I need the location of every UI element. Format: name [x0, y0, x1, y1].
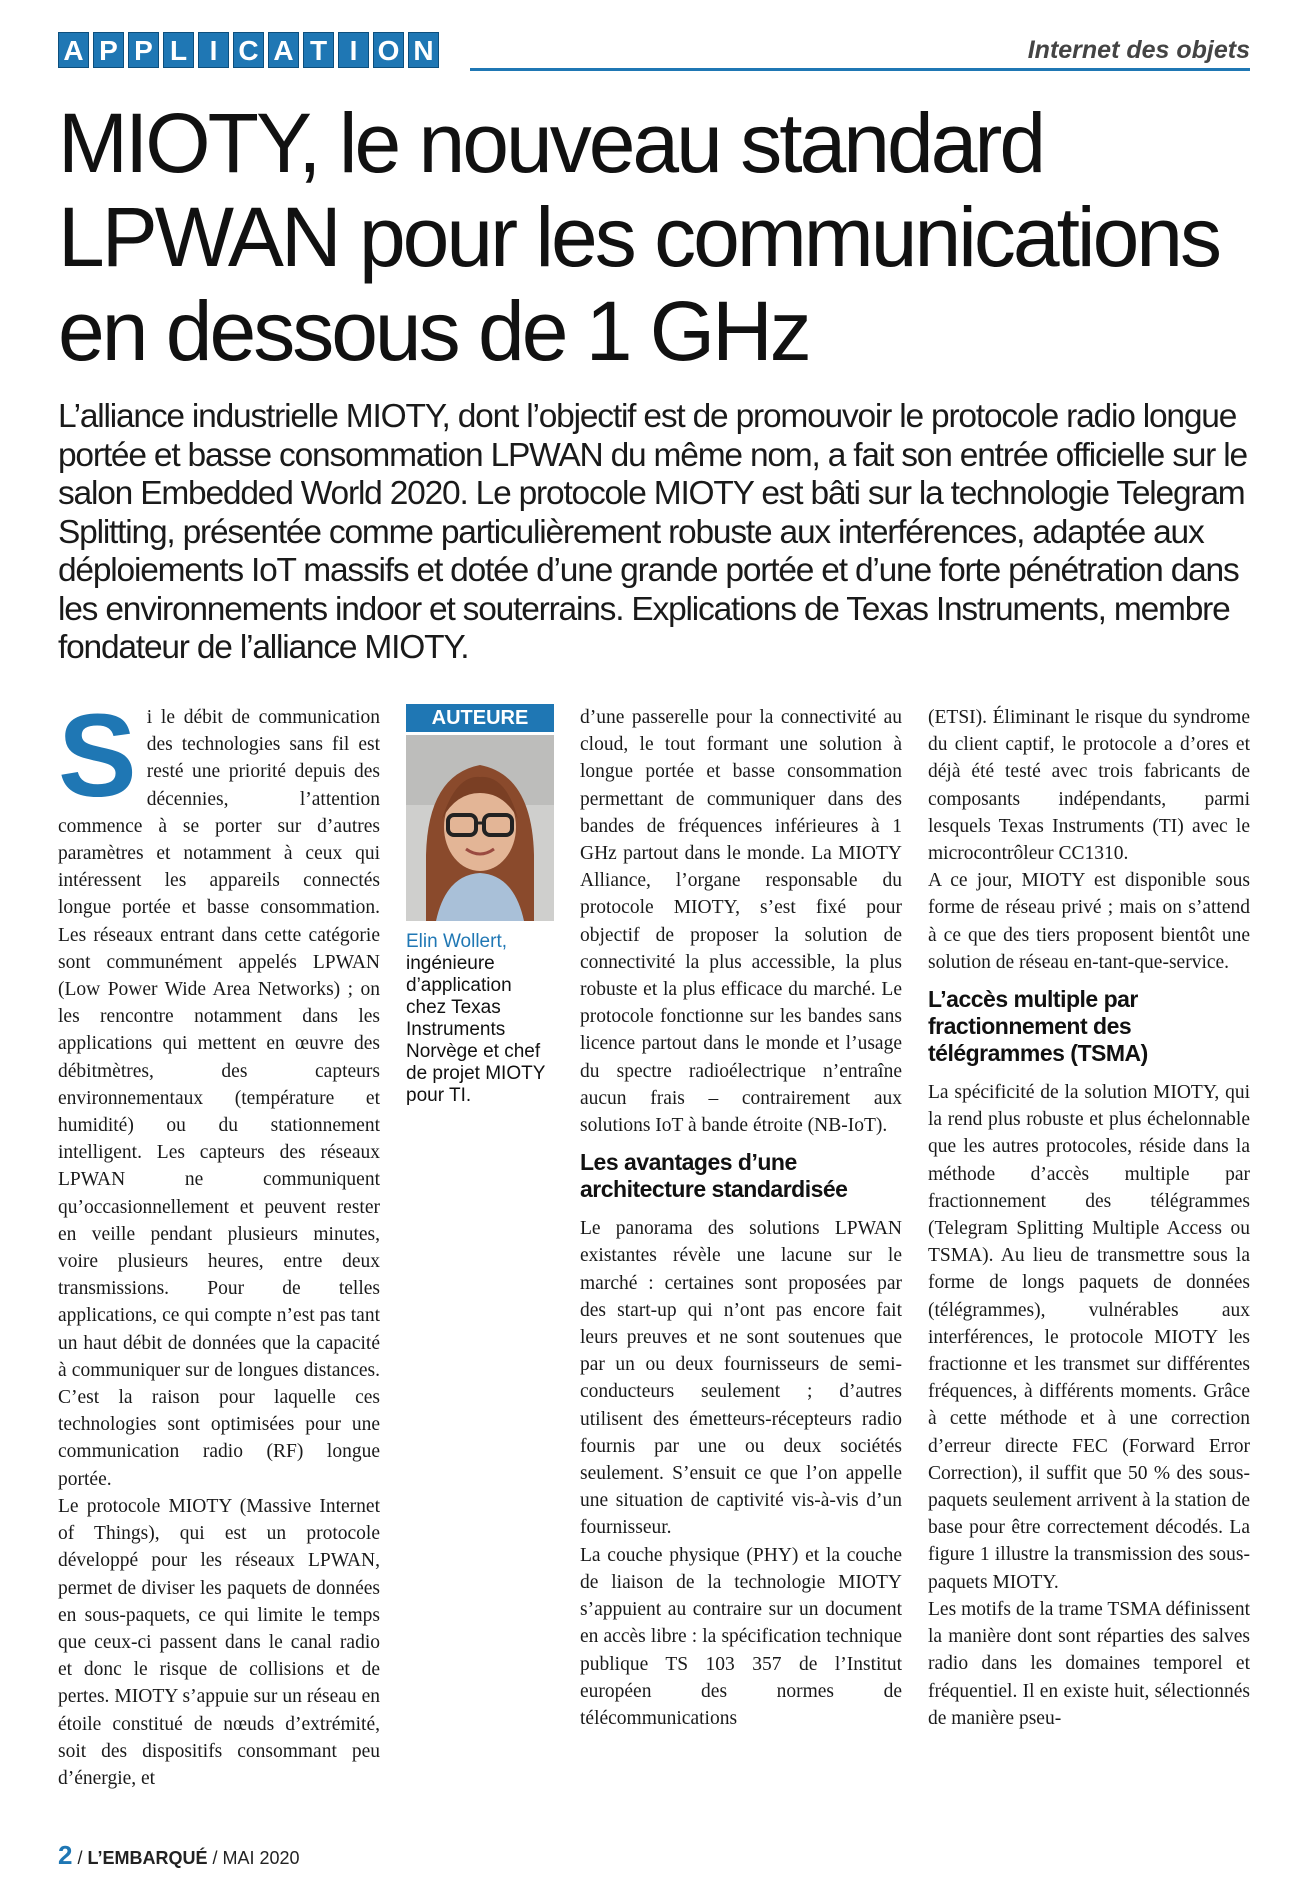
section-letter: N — [408, 32, 439, 68]
column-1 — [58, 690, 380, 1792]
section-letter: C — [233, 32, 264, 68]
page-footer — [58, 1840, 300, 1871]
section-letter: P — [93, 32, 124, 68]
portrait-photo — [406, 735, 554, 921]
section-label — [58, 32, 439, 68]
article-title — [58, 96, 1258, 378]
paragraph: d’une passerelle pour la connectivité au cloud, le tout formant une solution à longue portée et basse consommation permettant de communiquer dans des bandes de fréquences inférieures à 1 GHz partout dans le monde. La MIOTY Alliance, l’organe responsable du protocole MIOTY, s’est fixé pour objectif de proposer la solution de connectivité la plus accessible, la plus robuste et la plus efficace du marché. Le protocole fonctionne sur les bandes sans licence partout dans le monde et l’usage du spectre radioélectrique n’entraîne aucun frais – contrairement aux solutions IoT à bande étroite (NB-IoT). — [580, 707, 902, 1137]
author-role: ingénieure d’application chez Texas Instruments Norvège et chef de projet MIOTY pour TI. — [406, 953, 546, 1106]
author-name: Elin Wollert, — [406, 931, 508, 952]
paragraph: A ce jour, MIOTY est disponible sous forme de réseau privé ; mais on s’attend à ce que des tiers proposent bientôt une solution de réseau en-tant-que-service. — [928, 870, 1250, 973]
author-caption — [406, 931, 554, 1107]
section-letter: O — [373, 32, 404, 68]
portrait-photo-icon — [406, 735, 554, 921]
page-header — [58, 32, 1250, 72]
author-tag: AUTEURE — [406, 704, 554, 732]
section-letter: L — [163, 32, 194, 68]
title-line: en dessous de 1 GHz — [58, 284, 809, 378]
section-letter: I — [198, 32, 229, 68]
drop-cap: S — [58, 690, 137, 822]
paragraph: La spécificité de la solution MIOTY, qui la rend plus robuste et plus échelonnable que les autres protocoles, réside dans la méthode d’accès multiple par fractionnement des télégrammes (Telegram Splitting Multiple Access ou TSMA). Au lieu de transmettre sous la forme de longs paquets de données (télégrammes), vulnérables aux interférences, le protocole MIOTY les fractionne et les transmet sur différentes fréquences, à différents moments. Grâce à cette méthode et à une correction d’erreur directe FEC (Forward Error Correction), il suffit que 50 % des sous-paquets seulement arrivent à la station de base pour être correctement décodés. La figure 1 illustre la transmission des sous-paquets MIOTY. — [928, 1082, 1250, 1593]
paragraph — [58, 690, 380, 1493]
column-4 — [928, 704, 1250, 1732]
paragraph: Les motifs de la trame TSMA définissent la manière dont sont réparties des salves radio dans les domaines temporel et fréquentiel. Il en existe huit, sélectionnés de manière pseu- — [928, 1598, 1250, 1729]
section-letter: P — [128, 32, 159, 68]
section-letter: I — [338, 32, 369, 68]
paragraph: Le protocole MIOTY (Massive Internet of Things), qui est un protocole développé pour les réseaux LPWAN, permet de diviser les paquets de données en sous-paquets, ce qui limite le temps que ceux-ci passent dans le canal radio et donc le risque de collisions et de pertes. MIOTY s’appuie sur un réseau en étoile constitué de nœuds d’extrémité, soit des dispositifs consommant peu d’énergie, et — [58, 1495, 380, 1789]
paragraph-text: i le débit de communication des technologies sans fil est resté une priorité depuis des décennies, l’attention commence à se porter sur d’autres paramètres et notamment à ceux qui intéressent les appareils connectés longue portée et basse consommation. Les réseaux entrant dans cette catégorie sont communément appelés LPWAN (Low Power Wide Area Networks) ; on les rencontre notamment dans les applications qui mettent en œuvre des débitmètres, des capteurs environnementaux (température et humidité) ou du stationnement intelligent. Les capteurs des réseaux LPWAN ne communiquent qu’occasionnellement et peuvent rester en veille pendant plusieurs minutes, voire plusieurs heures, entre deux transmissions. Pour de telles applications, ce qui compte n’est pas tant un haut débit de données que la capacité à communiquer sur de longues distances. C’est la raison pour laquelle ces technologies sont optimisées pour une communication radio (RF) longue portée. — [58, 707, 380, 1490]
article-lede: L’alliance industrielle MIOTY, dont l’objectif est de promouvoir le protocole radio longue portée et basse consommation LPWAN du même nom, a fait son entrée officielle sur le salon Embedded World 2020. Le protocole MIOTY est bâti sur la technologie Telegram Splitting, présentée comme particulièrement robuste aux interférences, adaptée aux déploiements IoT massifs et dotée d’une grande portée et d’une forte pénétration dans les environnements indoor et souterrains. Explications de Texas Instruments, membre fondateur de l’alliance MIOTY. — [58, 398, 1247, 666]
magazine-name: L’EMBARQUÉ — [87, 1848, 208, 1868]
footer-separator: / — [72, 1848, 88, 1868]
page-number: 2 — [58, 1840, 73, 1870]
subheading: L’accès multiple par fractionnement des télégrammes (TSMA) — [928, 986, 1148, 1067]
footer-separator: / — [207, 1848, 223, 1868]
column-3 — [580, 704, 902, 1732]
subheading: Les avantages d’une architecture standardisée — [580, 1149, 848, 1203]
section-letter: T — [303, 32, 334, 68]
issue-date: MAI 2020 — [222, 1848, 300, 1868]
section-letter: A — [58, 32, 89, 68]
section-letter: A — [268, 32, 299, 68]
paragraph: La couche physique (PHY) et la couche de liaison de la technologie MIOTY s’appuient au contraire sur un document en accès libre : la spécification technique publique TS 103 357 de l’Institut européen des normes de télécommunications — [580, 1544, 902, 1729]
header-rule — [470, 68, 1250, 71]
author-box — [406, 704, 554, 1107]
title-line: MIOTY, le nouveau standard — [58, 96, 1044, 190]
paragraph: (ETSI). Éliminant le risque du syndrome du client captif, le protocole a d’ores et déjà été testé avec trois fabricants de composants indépendants, parmi lesquels Texas Instruments (TI) avec le microcontrôleur CC1310. — [928, 707, 1250, 865]
paragraph: Le panorama des solutions LPWAN existantes révèle une lacune sur le marché : certaines sont proposées par des start-up qui n’ont pas encore fait leurs preuves et ne sont soutenues que par un ou deux fournisseurs de semi-conducteurs seulement ; d’autres utilisent des émetteurs-récepteurs radio fournis par une ou deux sociétés seulement. S’ensuit ce que l’on appelle une situation de captivité vis-à-vis d’un fournisseur. — [580, 1218, 902, 1539]
header-topic: Internet des objets — [1027, 36, 1250, 64]
title-line: LPWAN pour les communications — [58, 190, 1220, 284]
